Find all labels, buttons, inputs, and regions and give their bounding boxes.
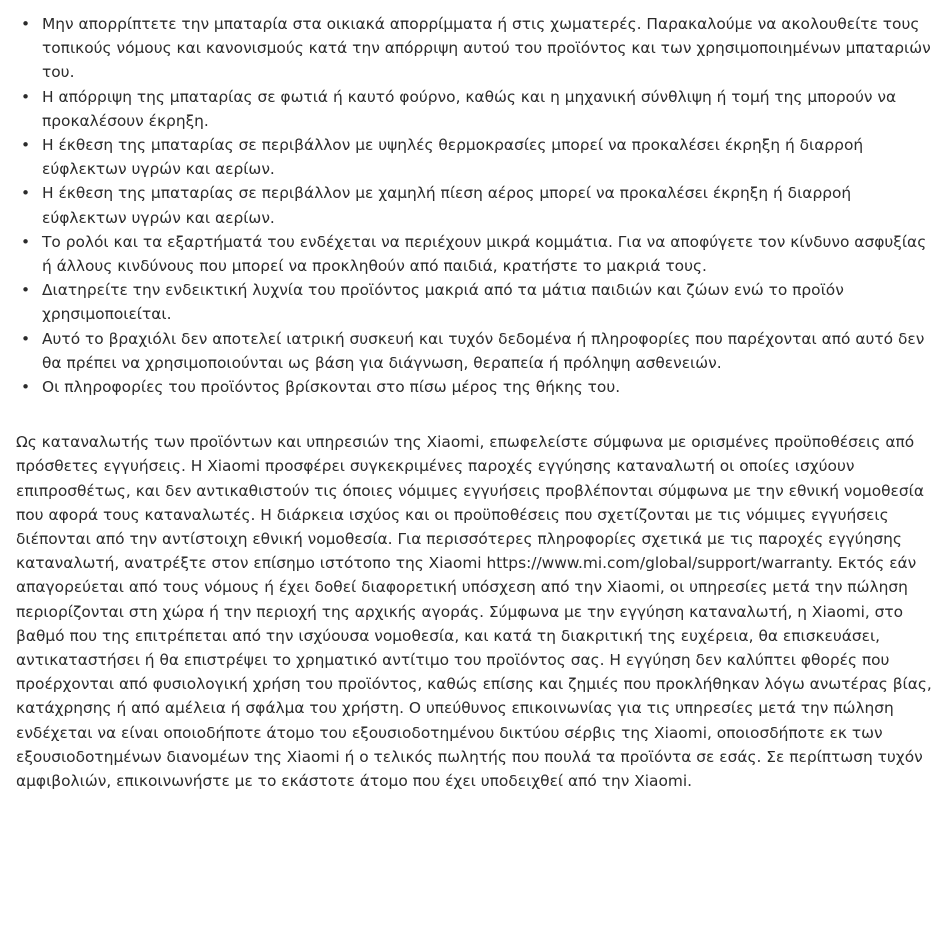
list-item: • Η έκθεση της μπαταρίας σε περιβάλλον με υψηλές θερμοκρασίες μπορεί να προκαλέσει έκρηξη ή διαρροή εύφλεκτων υγρών και αερίων. xyxy=(16,133,934,181)
list-item: • Αυτό το βραχιόλι δεν αποτελεί ιατρική συσκευή και τυχόν δεδομένα ή πληροφορίες που παρέχονται από αυτό δεν θα πρέπει να χρησιμοποιούνται ως βάση για διάγνωση, θεραπεία ή πρόληψη ασθενειών. xyxy=(16,327,934,375)
list-item: • Οι πληροφορίες του προϊόντος βρίσκονται στο πίσω μέρος της θήκης του. xyxy=(16,375,934,399)
list-item: • Η έκθεση της μπαταρίας σε περιβάλλον με χαμηλή πίεση αέρος μπορεί να προκαλέσει έκρηξη ή διαρροή εύφλεκτων υγρών και αερίων. xyxy=(16,181,934,229)
list-item: • Το ρολόι και τα εξαρτήματά του ενδέχεται να περιέχουν μικρά κομμάτια. Για να αποφύγετε τον κίνδυνο ασφυξίας ή άλλους κινδύνους που μπορεί να προκληθούν από παιδιά, κρατήστε το μακριά τους. xyxy=(16,230,934,278)
list-item: • Η απόρριψη της μπαταρίας σε φωτιά ή καυτό φούρνο, καθώς και η μηχανική σύνθλιψη ή τομή της μπορούν να προκαλέσουν έκρηξη. xyxy=(16,85,934,133)
list-item: • Μην απορρίπτετε την μπαταρία στα οικιακά απορρίμματα ή στις χωματερές. Παρακαλούμε να ακολουθείτε τους τοπικούς νόμους και κανονισμούς κατά την απόρριψη αυτού του προϊόντος και των χρησιμοποιημένων μπαταριών του. xyxy=(16,12,934,85)
safety-bullet-list xyxy=(16,12,934,399)
list-item: • Διατηρείτε την ενδεικτική λυχνία του προϊόντος μακριά από τα μάτια παιδιών και ζώων ενώ το προϊόν χρησιμοποιείται. xyxy=(16,278,934,326)
warranty-paragraph: Ως καταναλωτής των προϊόντων και υπηρεσιών της Xiaomi, επωφελείστε σύμφωνα με ορισμένες προϋποθέσεις από πρόσθετες εγγυήσεις. Η Xiaomi προσφέρει συγκεκριμένες παροχές εγγύησης καταναλωτή οι οποίες ισχύουν επιπροσθέτως, και δεν αντικαθιστούν τις όποιες νόμιμες εγγυήσεις προβλέπονται σύμφωνα με την εθνική νομοθεσία που αφορά τους καταναλωτές. Η διάρκεια ισχύος και οι προϋποθέσεις που σχετίζονται με τις νόμιμες εγγυήσεις διέπονται από την αντίστοιχη εθνική νομοθεσία. Για περισσότερες πληροφορίες σχετικά με τις παροχές εγγύησης καταναλωτή, ανατρέξτε στον επίσημο ιστότοπο της Xiaomi https://www.mi.com/global/support/warranty. Εκτός εάν απαγορεύεται από τους νόμους ή έχει δοθεί διαφορετική υπόσχεση από την Xiaomi, οι υπηρεσίες μετά την πώληση περιορίζονται στη χώρα ή την περιοχή της αρχικής αγοράς. Σύμφωνα με την εγγύηση καταναλωτή, η Xiaomi, στο βαθμό που της επιτρέπεται από την ισχύουσα νομοθεσία, και κατά τη διακριτική της ευχέρεια, θα επισκευάσει, αντικαταστήσει ή θα επιστρέψει το χρηματικό αντίτιμο του προϊόντος σας. Η εγγύηση δεν καλύπτει φθορές που προέρχονται από φυσιολογική χρήση του προϊόντος, καθώς επίσης και ζημιές που προκλήθηκαν λόγω ανωτέρας βίας, κατάχρησης ή από αμέλεια ή σφάλμα του χρήστη. Ο υπεύθυνος επικοινωνίας για τις υπηρεσίες μετά την πώληση ενδέχεται να είναι οποιοδήποτε άτομο του εξουσιοδοτημένου δικτύου σέρβις της Xiaomi, οποιοσδήποτε εκ των εξουσιοδοτημένων διανομέων της Xiaomi ή ο τελικός πωλητής που πουλά τα προϊόντα σε εσάς. Σε περίπτωση τυχόν αμφιβολιών, επικοινωνήστε με το εκάστοτε άτομο που έχει υποδειχθεί από την Xiaomi. xyxy=(16,433,932,791)
